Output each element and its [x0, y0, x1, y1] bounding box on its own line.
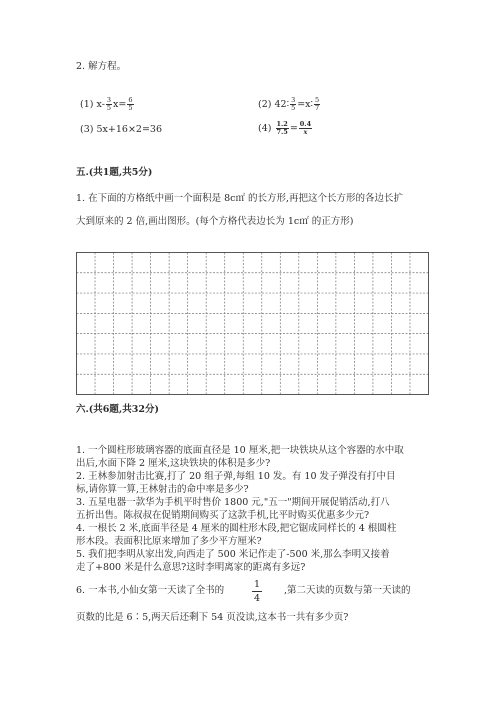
section-6-question-5-line-2: 走了+800 米是什么意思?这时李明离家的距离有多远? [76, 562, 306, 573]
quarter-fraction [252, 578, 262, 605]
section-6-question-6-line-2: 页数的比是 6∶5,两天后还剩下 54 页没读,这本书一共有多少页? [76, 612, 349, 623]
section-6-question-4-line-2: 形木段。表面积比原来增加了多少平方厘米? [76, 536, 262, 547]
equation-1-number: (1) [80, 99, 94, 110]
section-6-question-4-line-1: 4. 一根长 2 米,底面半径是 4 厘米的圆柱形木段,把它锯成同样长的 4 根圆柱 [76, 523, 397, 534]
section-6-heading: 六.(共6题,共32分) [76, 404, 159, 415]
fraction-denominator: 4 [254, 593, 261, 604]
equation-1 [80, 97, 135, 112]
fraction: $\frac{1.2}{7.5}$ [276, 120, 288, 136]
equation-2-part-b: =x∶ [297, 99, 313, 110]
equation-2-number: (2) [258, 99, 272, 110]
square-grid[interactable] [76, 252, 429, 395]
grid-border [77, 253, 429, 395]
fraction: $\frac{6}{5}$ [128, 96, 133, 112]
fraction: $\frac{3}{5}$ [291, 96, 296, 112]
equation-3-number: (3) [80, 124, 94, 135]
equation-4-number: (4) [258, 123, 272, 134]
equation-2-part-a: 42∶ [274, 99, 290, 110]
equation-3 [80, 124, 162, 136]
section-6-question-6-part-a: 6. 一本书,小仙女第一天读了全书的 [76, 585, 225, 596]
equation-1-part-a: x- [96, 99, 105, 110]
section-2-heading: 2. 解方程。 [76, 61, 127, 72]
section-5-question-1-line-2: 大到原来的 2 倍,画出图形。(每个方格代表边长为 1c㎡ 的正方形) [76, 216, 354, 227]
section-6-question-5-line-1: 5. 我们把李明从家出发,向西走了 500 米记作走了-500 米,那么李明又接着 [76, 549, 390, 560]
section-6-question-1-line-2: 出后,水面下降 2 厘米,这块铁块的体积是多少? [76, 458, 271, 469]
section-6-question-1-line-1: 1. 一个圆柱形玻璃容器的底面直径是 10 厘米,把一块铁块从这个容器的水中取 [76, 445, 404, 456]
fraction: $\frac{3}{5}$ [106, 96, 112, 112]
section-6-question-3-line-1: 3. 五星电器一款华为手机平时售价 1800 元,"五一"期间开展促销活动,打八 [76, 497, 390, 508]
fraction: $\frac{0.4}{x}$ [299, 120, 312, 136]
section-6-question-6-part-b: ,第二天读的页数与第一天读的 [284, 585, 411, 596]
equation-1-part-b: x= [113, 99, 127, 110]
section-6-question-2-line-2: 标,请你算一算,王林射击的命中率是多少? [76, 484, 249, 495]
equation-4 [258, 121, 313, 136]
fraction-numerator: 1 [254, 579, 261, 590]
equation-3-text: 5x+16×2=36 [96, 124, 163, 135]
fraction: $\frac{5}{7}$ [315, 96, 320, 112]
section-5-heading: 五.(共1题,共5分) [76, 167, 153, 178]
section-5-question-1-line-1: 1. 在下面的方格纸中画一个面积是 8c㎡ 的长方形,再把这个长方形的各边长扩 [76, 193, 404, 204]
equation-2 [258, 97, 321, 112]
equation-4-equals: = [289, 123, 298, 134]
square-grid-svg[interactable] [76, 252, 429, 395]
section-6-question-2-line-1: 2. 王林参加射击比赛,打了 20 组子弹,每组 10 发。有 10 发子弹没有打中目 [76, 471, 396, 482]
section-6-question-3-line-2: 五折出售。陈叔叔在促销期间购买了这款手机,比平时购买优惠多少元? [76, 510, 370, 521]
